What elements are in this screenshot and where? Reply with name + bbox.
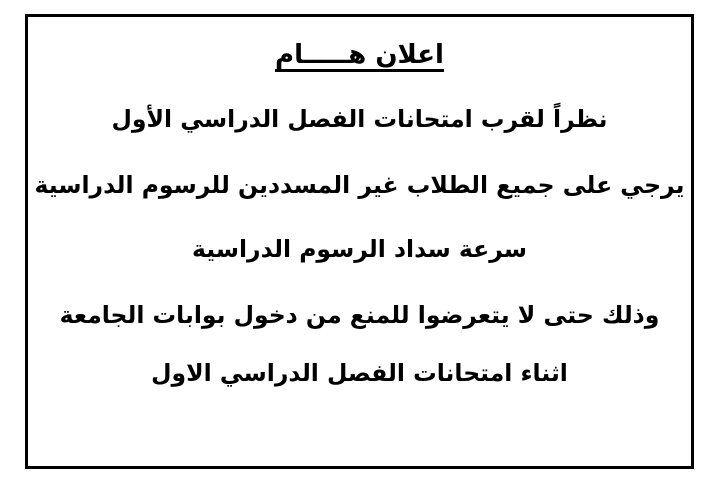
announcement-line-2: يرجي على جميع الطلاب غير المسددين للرسوم الدراسية [34,171,685,199]
announcement-title [28,35,691,75]
announcement-line-1: نظراً لقرب امتحانات الفصل الدراسي الأول [111,105,608,133]
announcement-line-3: سرعة سداد الرسوم الدراسية [192,235,527,263]
announcement-line-4: وذلك حتى لا يتعرضوا للمنع من دخول بوابات الجامعة [59,301,660,329]
announcement-line-5: اثناء امتحانات الفصل الدراسي الاول [151,359,568,387]
announcement-frame [25,14,694,469]
announcement-title-text: اعلان هـــــام [275,40,444,70]
